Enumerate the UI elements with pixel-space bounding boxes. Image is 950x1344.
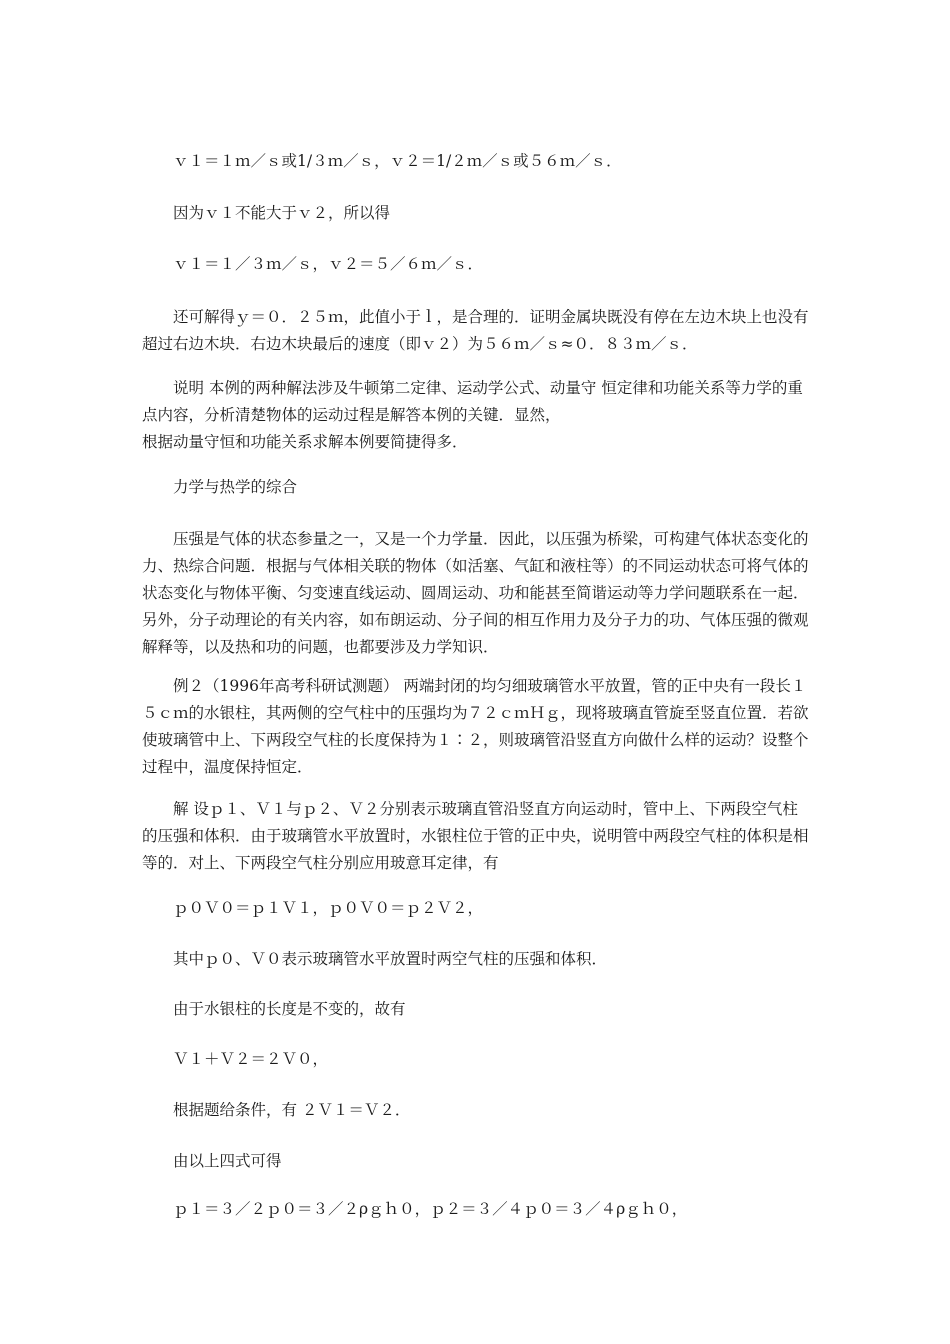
paragraph-example-2: 例２（1996年高考科研试测题） 两端封闭的均匀细玻璃管水平放置，管的正中央有一段长１５ｃｍ的水银柱，其两侧的空气柱中的压强均为７２ｃｍＨｇ，现将玻璃直管旋至竖直位置．若欲使玻璃管中上、下两段空气柱的长度保持为１∶２，则玻璃管沿竖直方向做什么样的运动？设整个过程中，温度保持恒定． (142, 677, 809, 776)
paragraph-pressure-intro: 压强是气体的状态参量之一，又是一个力学量．因此，以压强为桥梁，可构建气体状态变化的力、热综合问题．根据与气体相关联的物体（如活塞、气缸和液柱等）的不同运动状态可将气体的状态变化与物体平衡、匀变速直线运动、圆周运动、功和能甚至简谐运动等力学问题联系在一起．另外，分子动理论的有关内容，如布朗运动、分子间的相互作用力及分子力的功、气体压强的微观解释等，以及热和功的问题，也都要涉及力学知识． (142, 530, 809, 656)
paragraph-explanation: 说明 本例的两种解法涉及牛顿第二定律、运动学公式、动量守 恒定律和功能关系等力学的重点内容，分析清楚物体的运动过程是解答本例的关键．显然， 根据动量守恒和功能关系求解本例要简捷得多． (142, 379, 803, 451)
paragraph-p0-v0-definition: 其中ｐ０、Ｖ０表示玻璃管水平放置时两空气柱的压强和体积． (173, 950, 608, 968)
paragraph-solution: 解 设ｐ１、Ｖ１与ｐ２、Ｖ２分别表示玻璃直管沿竖直方向运动时，管中上、下两段空气柱的压强和体积．由于玻璃管水平放置时，水银柱位于管的正中央，说明管中两段空气柱的体积是相等的．对上、下两段空气柱分别应用玻意耳定律，有 (142, 800, 809, 872)
paragraph-given-condition: 根据题给条件，有 ２Ｖ１＝Ｖ２． (173, 1101, 411, 1119)
equation-velocities-solutions: ｖ１＝１ｍ／ｓ或1/３ｍ／ｓ，ｖ２＝1/２ｍ／ｓ或５６ｍ／ｓ． (173, 152, 622, 170)
paragraph-four-equations: 由以上四式可得 (173, 1152, 282, 1170)
equation-velocities-result: ｖ１＝１／３ｍ／ｓ，ｖ２＝５／６ｍ／ｓ． (173, 255, 484, 273)
paragraph-v1-constraint: 因为ｖ１不能大于ｖ２，所以得 (173, 204, 391, 222)
equation-pressures-result: ｐ１＝３／２ｐ０＝３／２ρｇｈ０，ｐ２＝３／４ｐ０＝３／４ρｇｈ０， (173, 1200, 688, 1218)
section-heading-mechanics-thermal: 力学与热学的综合 (173, 478, 298, 496)
equation-boyle-law: ｐ０Ｖ０＝ｐ１Ｖ１，ｐ０Ｖ０＝ｐ２Ｖ２， (173, 899, 484, 917)
paragraph-verification: 还可解得ｙ＝０．２５ｍ，此值小于ｌ，是合理的．证明金属块既没有停在左边木块上也没有超过右边木块．右边木块最后的速度（即ｖ２）为５６ｍ／ｓ≈０．８３ｍ／ｓ． (142, 308, 809, 353)
paragraph-mercury-length: 由于水银柱的长度是不变的，故有 (173, 1000, 406, 1018)
equation-volume-sum: Ｖ１＋Ｖ２＝２Ｖ０， (173, 1050, 329, 1068)
